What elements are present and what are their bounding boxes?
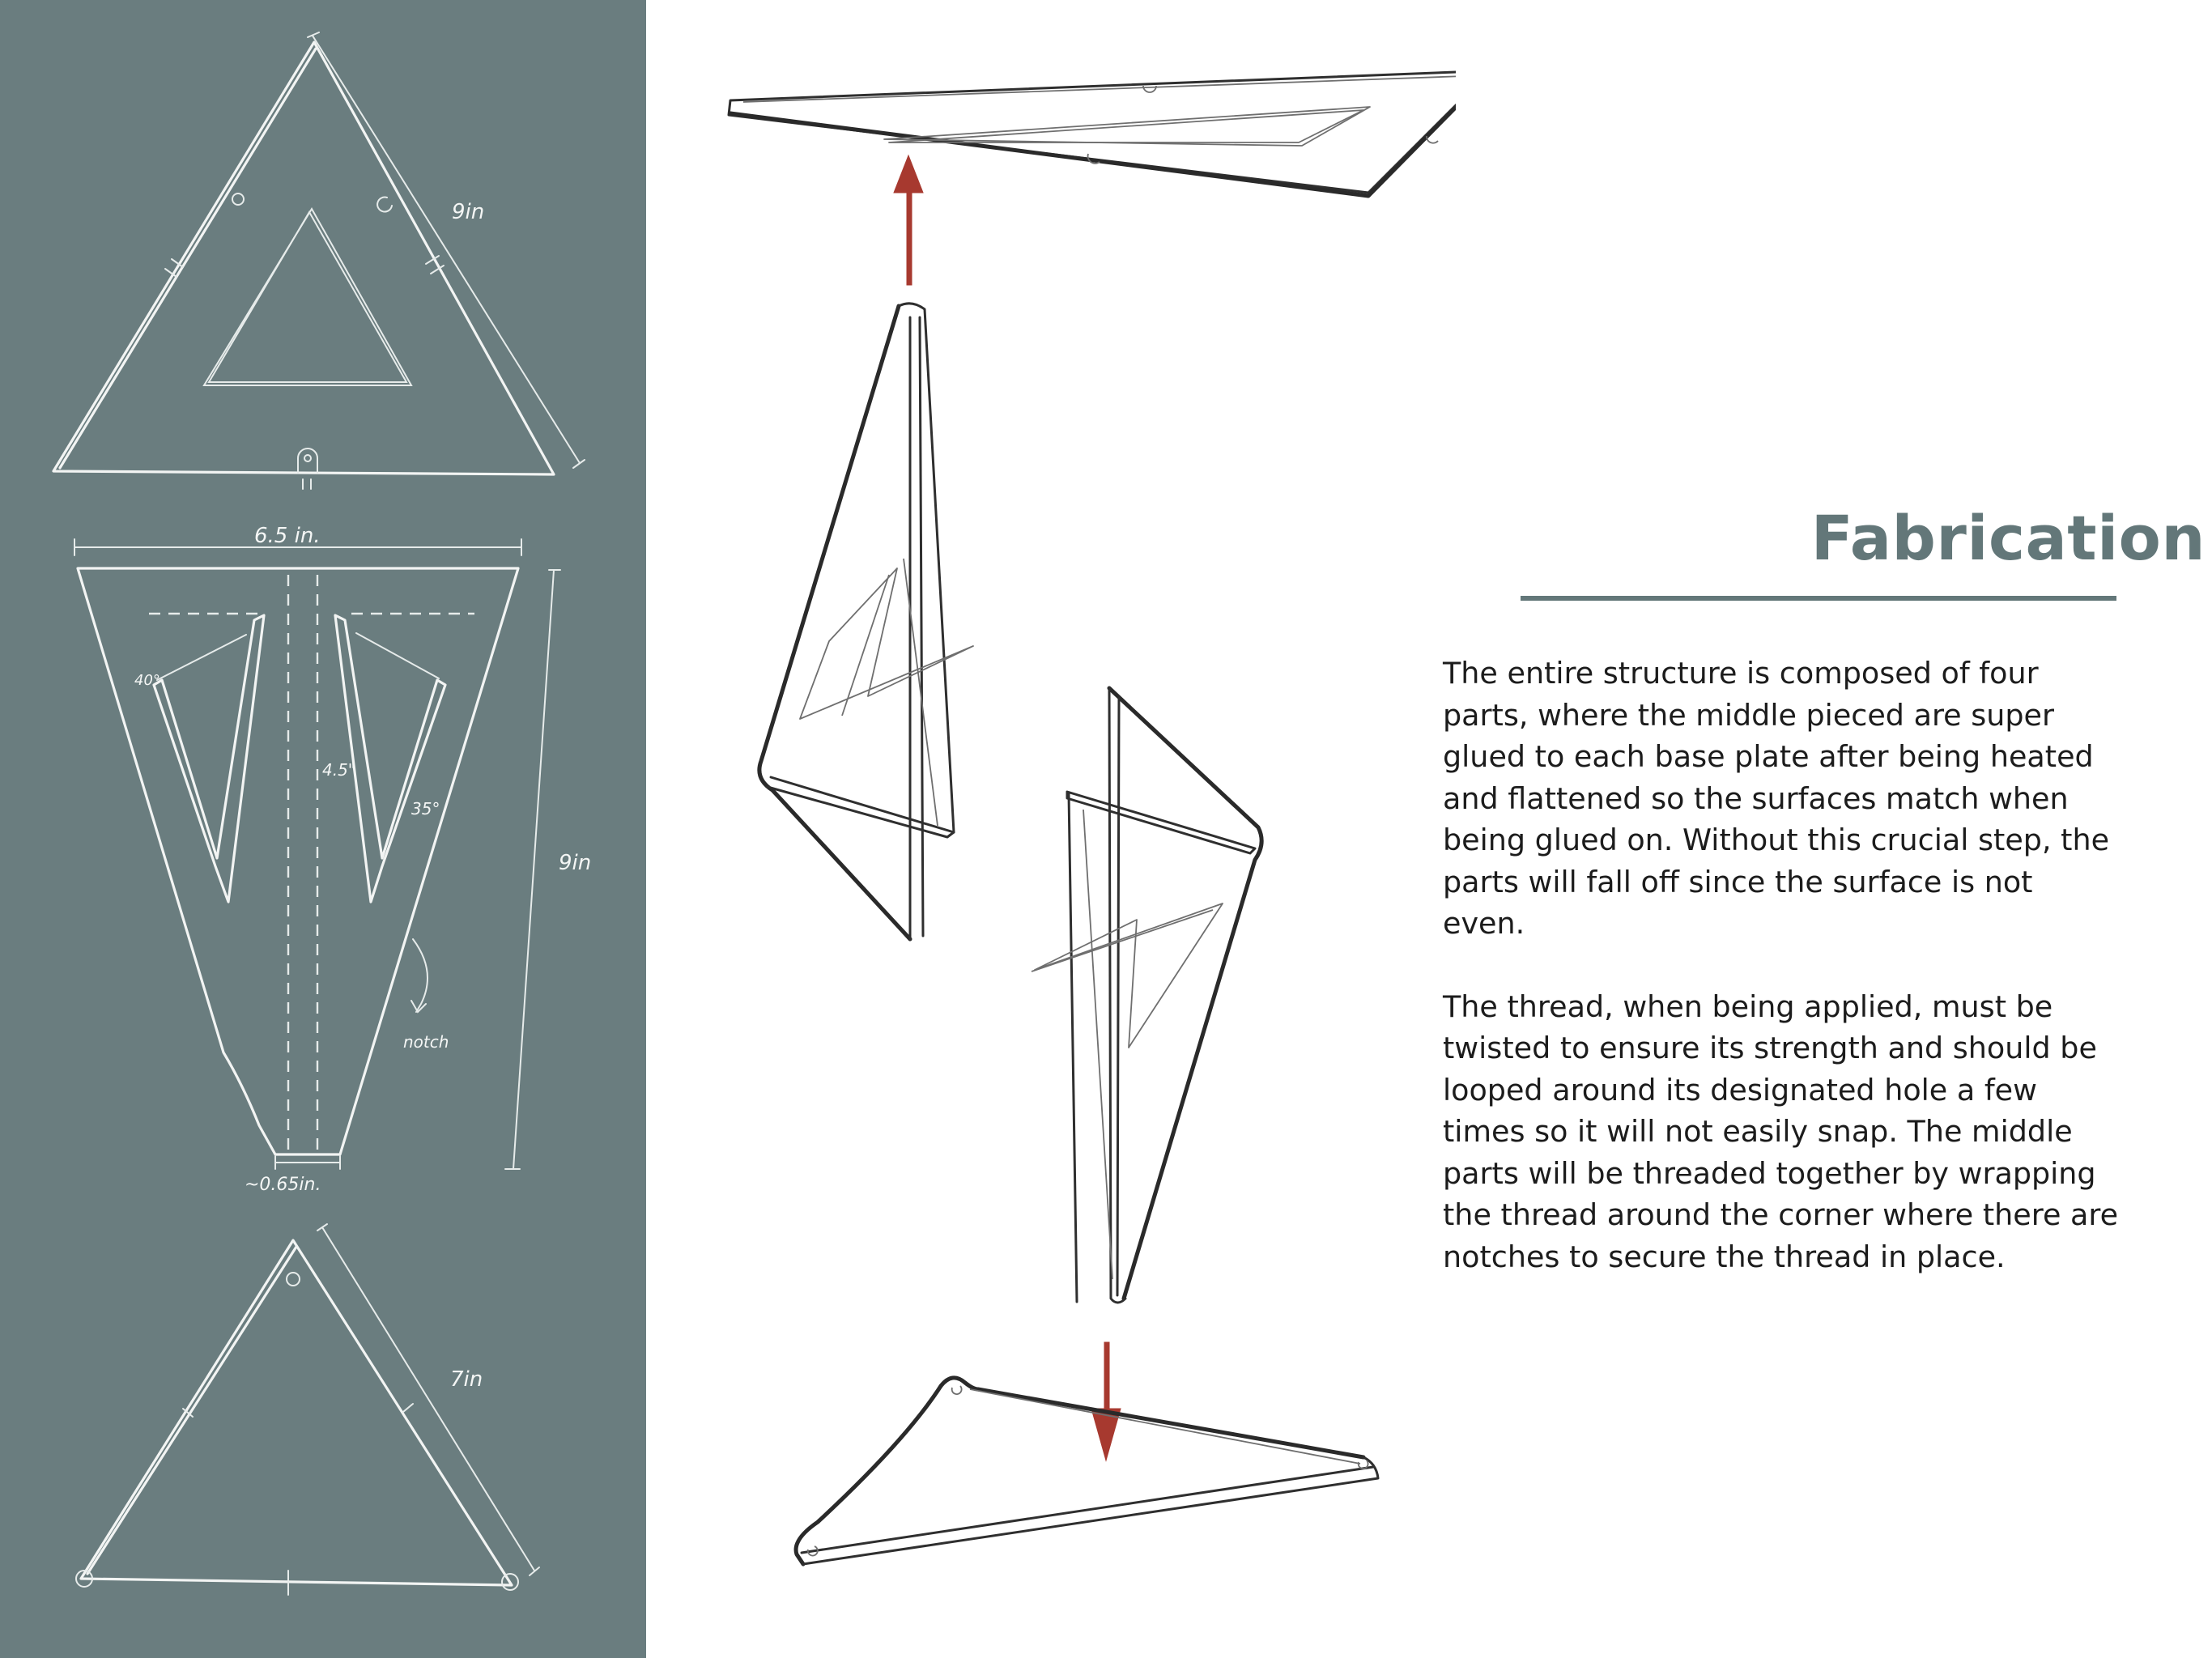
top-plate-sketch [53,32,585,489]
exploded-view [646,0,1456,1658]
middle-height-label: 9in [559,851,592,875]
bottom-side-label: 7in [450,1367,483,1392]
title-underline [1521,596,2116,601]
up-arrow [894,155,923,285]
middle-piece-sketch [74,539,560,1169]
slot-length-label: 4.5" [322,760,356,780]
bottom-width-label: ~0.65in. [245,1175,321,1195]
assembly-illustration [646,0,1456,1658]
lower-middle-piece [1032,688,1261,1303]
page-title: Fabrication [1810,502,2206,574]
angle-left-label: 40° [134,672,160,689]
notch-label: notch [403,1032,449,1052]
top-side-label: 9in [452,200,485,224]
paragraph-thread: The thread, when being applied, must be twisted to ensure its strength and should be looped around its designated hole a few times so it will not easily snap. The middle parts will be threaded together by wrapping the thread around the corner where there are notches to secure the thread in place. [1443,988,2119,1274]
dimension-sketches [0,0,646,1658]
bottom-base-plate [796,1378,1378,1564]
sketch-panel [0,0,646,1658]
upper-middle-piece [759,304,973,939]
down-arrow [1091,1342,1121,1460]
paragraph-structure: The entire structure is composed of four parts, where the middle pieced are super glued to each base plate after being heated and flattened so the surfaces match when being glued on. Without this crucial step, the parts will fall off since the surface is not even. [1443,656,2110,941]
angle-right-label: 35° [411,799,440,818]
top-base-plate [729,71,1456,196]
description-text [1443,653,2123,1319]
middle-width-label: 6.5 in. [254,524,321,548]
bottom-plate-sketch [76,1224,539,1595]
